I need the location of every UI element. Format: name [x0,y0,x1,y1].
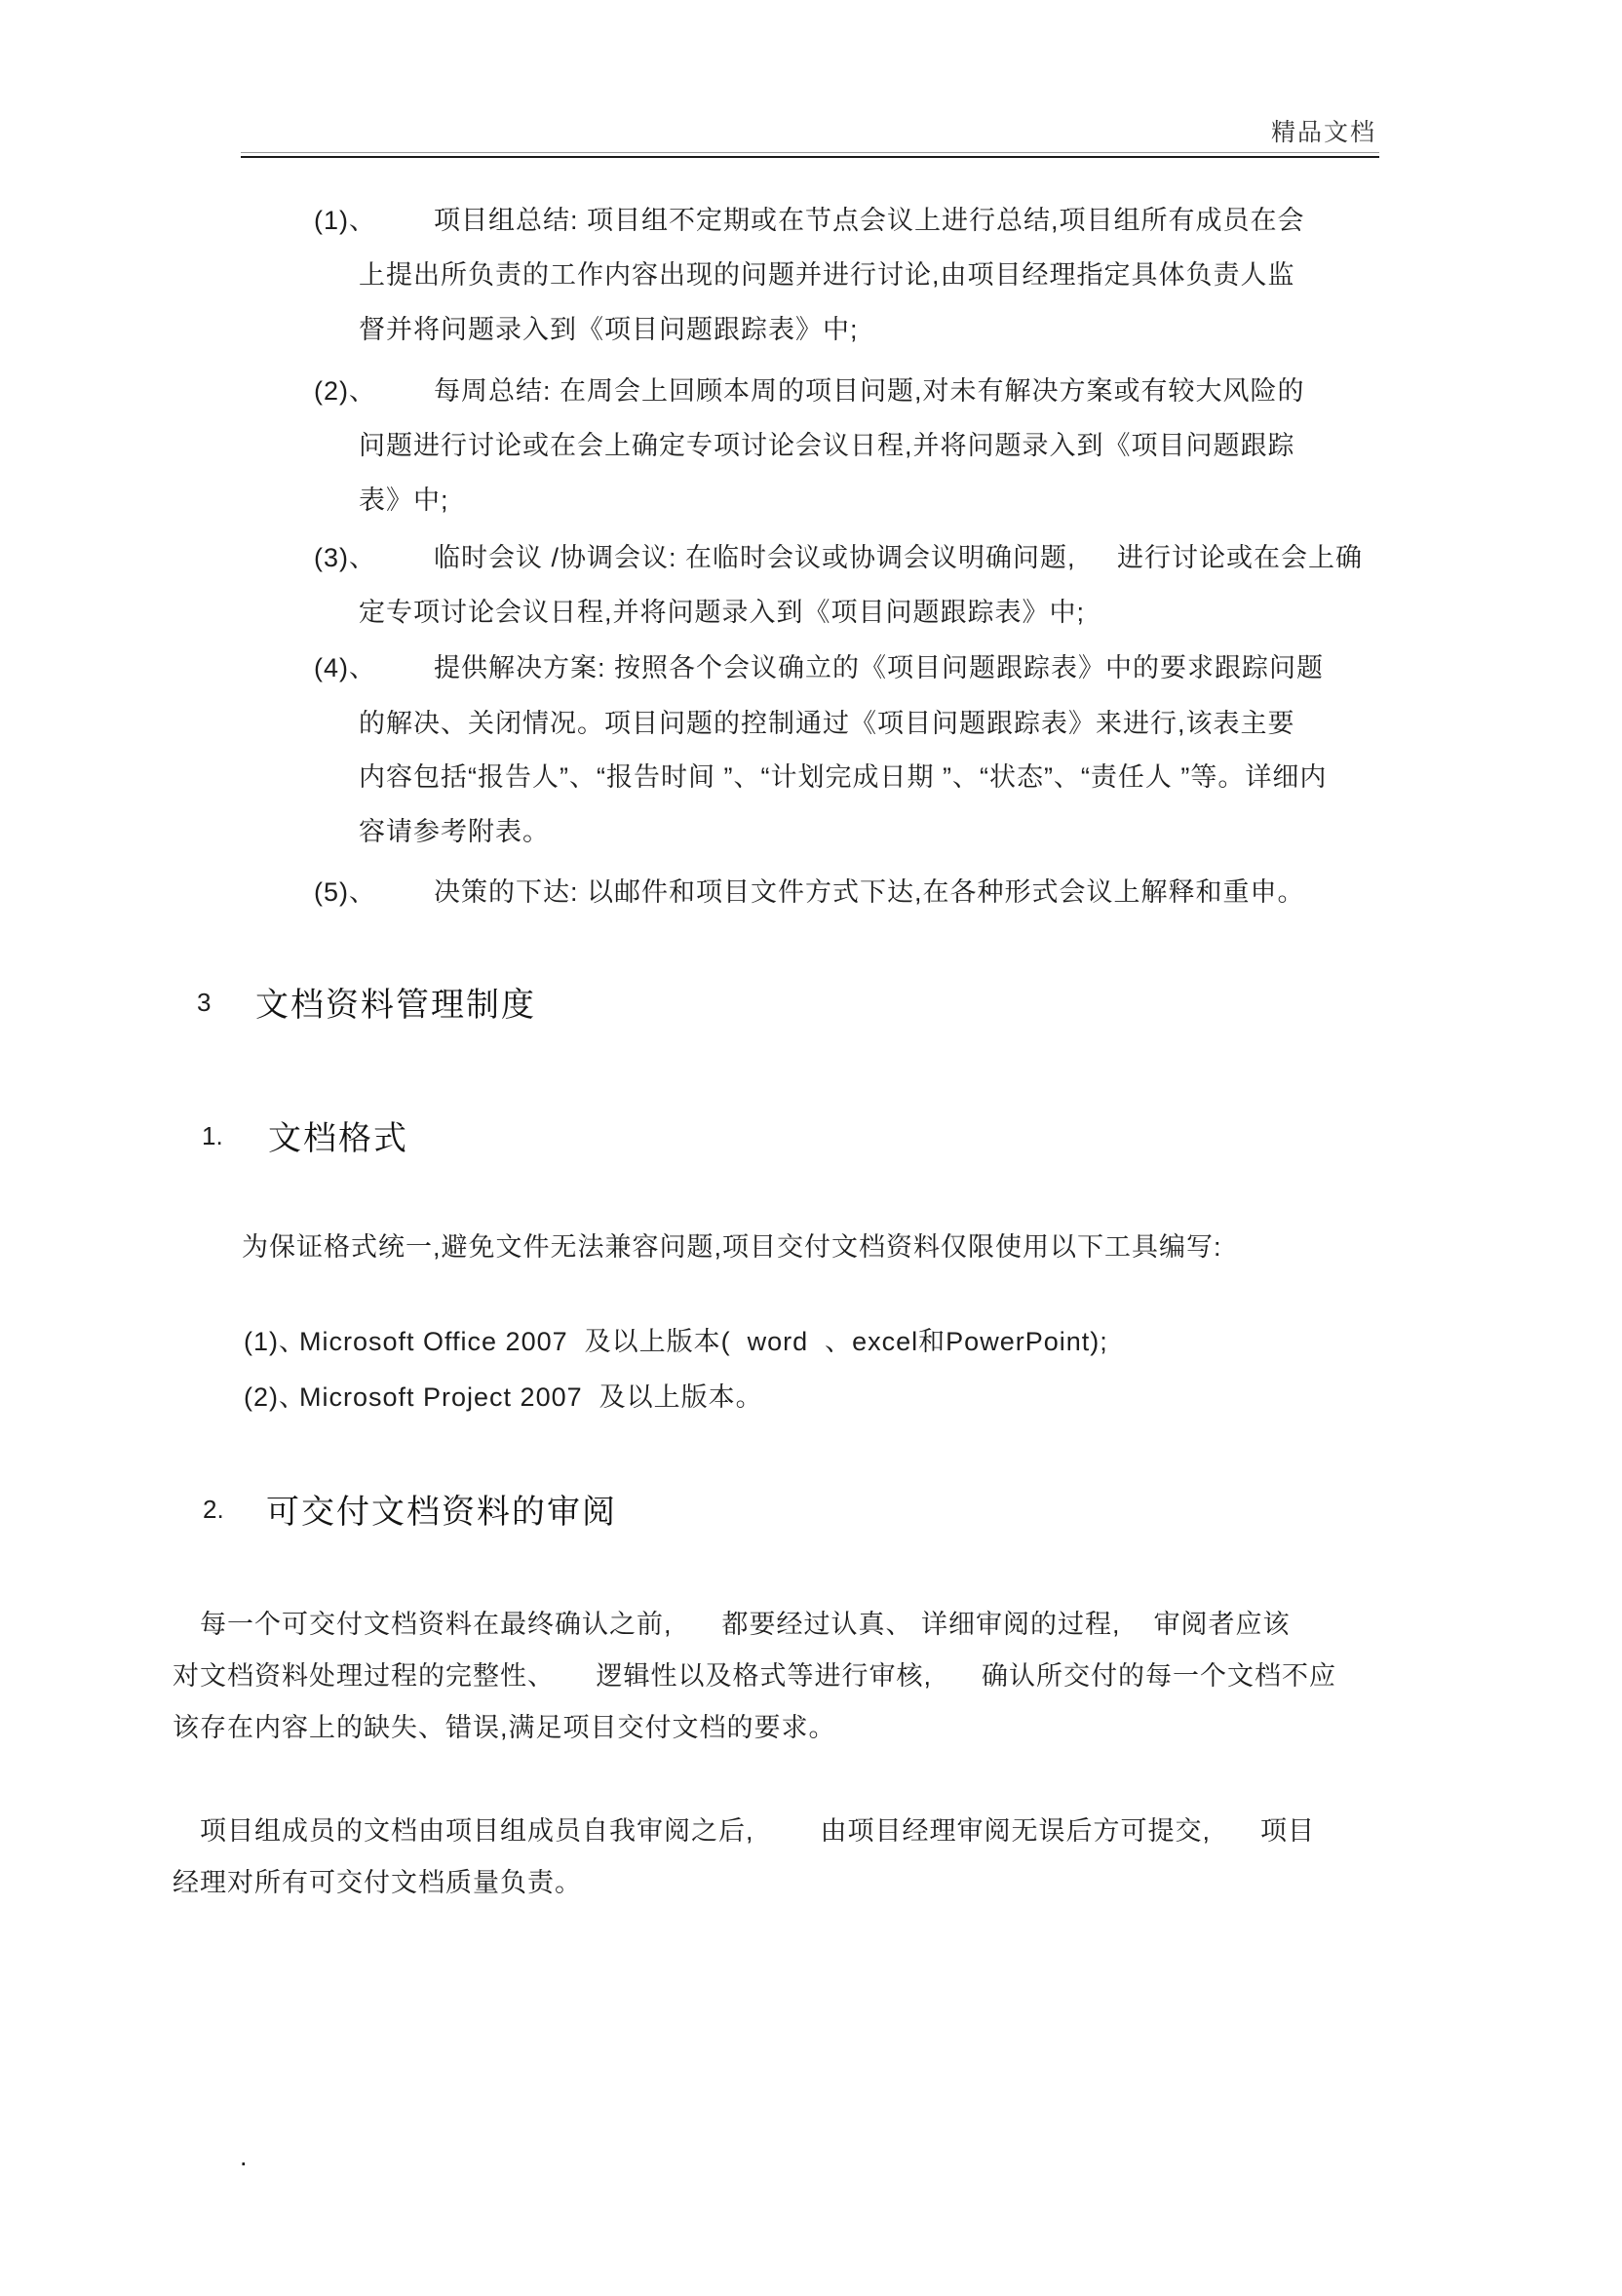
list-item-line: 上提出所负责的工作内容出现的问题并进行讨论,由项目经理指定具体负责人监 [359,260,1295,290]
paragraph-line: 项目组成员的文档由项目组成员自我审阅之后, 由项目经理审阅无误后方可提交, 项目 [200,1816,1316,1846]
list-item-marker: (2)、 [244,1382,306,1412]
list-item-line: 表》中; [359,486,449,515]
list-item-text: Microsoft Project 2007 及以上版本。 [299,1382,763,1412]
paragraph-line: 对文档资料处理过程的完整性、 逻辑性以及格式等进行审核, 确认所交付的每一个文档不应 [173,1661,1337,1691]
section-number: 3 [197,988,212,1017]
paragraph-line: 经理对所有可交付文档质量负责。 [173,1868,582,1897]
list-item-text: 每周总结: 在周会上回顾本周的项目问题,对未有解决方案或有较大风险的 [434,376,1305,406]
list-item-marker: (2)、 [314,376,376,406]
list-item-line [314,205,1305,236]
list-item-line: 问题进行讨论或在会上确定专项讨论会议日程,并将问题录入到《项目问题跟踪 [359,431,1295,460]
list-item-line [314,375,1305,407]
list-item-line [314,542,1364,573]
header-watermark: 精品文档 [1270,119,1376,146]
list-item-text: 提供解决方案: 按照各个会议确立的《项目问题跟踪表》中的要求跟踪问题 [434,653,1325,682]
list-item-line [314,652,1325,683]
list-item-line [244,1381,763,1413]
list-item-line: 容请参考附表。 [359,817,550,846]
list-item-text: 项目组总结: 项目组不定期或在节点会议上进行总结,项目组所有成员在会 [434,206,1305,235]
list-item-line: 督并将问题录入到《项目问题跟踪表》中; [359,315,859,344]
subsection-number: 2. [203,1495,224,1524]
list-item-text: 决策的下达: 以邮件和项目文件方式下达,在各种形式会议上解释和重申。 [434,877,1305,907]
paragraph-line: 为保证格式统一,避免文件无法兼容问题,项目交付文档资料仅限使用以下工具编写: [242,1232,1222,1262]
list-item-line [314,876,1305,908]
subsection-title: 文档格式 [268,1120,408,1157]
footer-period-mark: . [240,2142,248,2171]
list-item-marker: (4)、 [314,653,376,682]
subsection-number: 1. [202,1121,223,1150]
list-item-line: 内容包括“报告人”、“报告时间 ”、“计划完成日期 ”、“状态”、“责任人 ”等。详细内 [359,762,1328,792]
subsection-title: 可交付文档资料的审阅 [266,1494,617,1531]
section-title: 文档资料管理制度 [255,987,536,1024]
paragraph-line: 每一个可交付文档资料在最终确认之前, 都要经过认真、 详细审阅的过程, 审阅者应该 [200,1610,1291,1639]
list-item-marker: (3)、 [314,543,376,572]
list-item-line: 的解决、关闭情况。项目问题的控制通过《项目问题跟踪表》来进行,该表主要 [359,709,1295,738]
list-item-text: Microsoft Office 2007 及以上版本( word 、excel和PowerPoint); [299,1327,1108,1356]
list-item-text: 临时会议 /协调会议: 在临时会议或协调会议明确问题, 进行讨论或在会上确 [434,543,1364,572]
list-item-line [244,1326,1108,1357]
list-item-marker: (5)、 [314,877,376,907]
list-item-line: 定专项讨论会议日程,并将问题录入到《项目问题跟踪表》中; [359,598,1086,627]
paragraph-line: 该存在内容上的缺失、错误,满足项目交付文档的要求。 [173,1713,836,1742]
list-item-marker: (1)、 [244,1327,306,1356]
list-item-marker: (1)、 [314,206,376,235]
header-rule [241,152,1379,158]
